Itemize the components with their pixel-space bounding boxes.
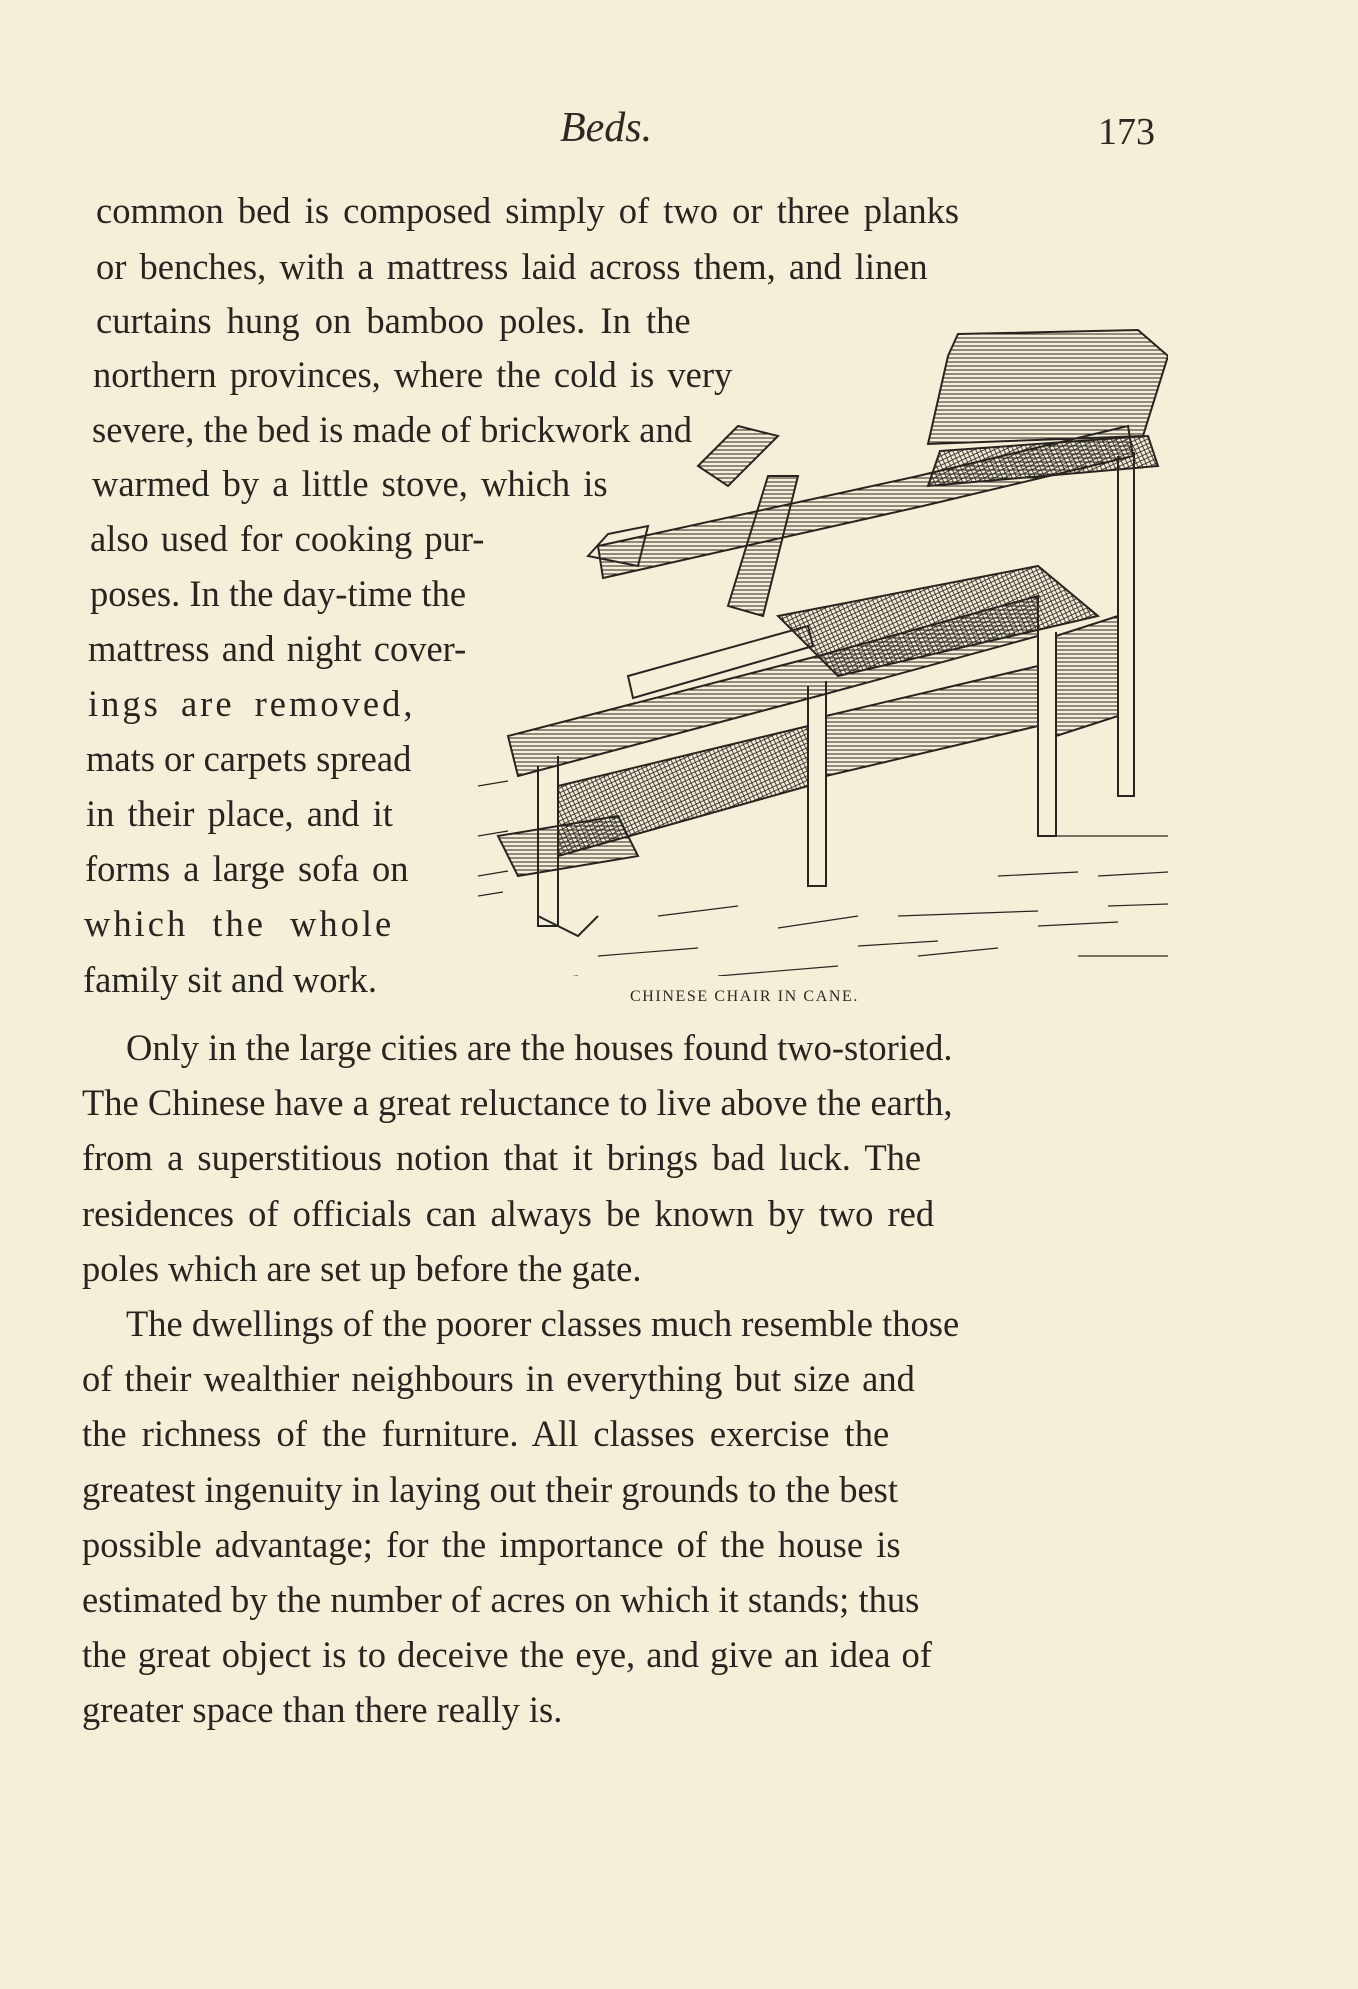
running-title: Beds.	[560, 105, 653, 151]
text-line: severe, the bed is made of brickwork and	[92, 409, 693, 450]
text-line: the richness of the furniture. All classes exercise the	[82, 1413, 890, 1454]
text-line: poses. In the day-time the	[90, 573, 467, 614]
text-line: poles which are set up before the gate.	[82, 1248, 642, 1289]
text-line: warmed by a little stove, which is	[92, 463, 608, 504]
text-line: ings are removed,	[88, 683, 416, 724]
text-line: family sit and work.	[83, 959, 377, 1000]
text-line: also used for cooking pur-	[90, 518, 485, 559]
text-line: The Chinese have a great reluctance to live above the earth,	[82, 1082, 953, 1123]
chair-illustration	[478, 316, 1168, 976]
text-line: greater space than there really is.	[82, 1689, 563, 1730]
text-line: Only in the large cities are the houses found two-storied.	[126, 1027, 953, 1068]
text-line: from a superstitious notion that it brings bad luck. The	[82, 1137, 922, 1178]
text-line: or benches, with a mattress laid across them, and linen	[96, 246, 928, 287]
text-line: in their place, and it	[86, 793, 393, 834]
figure-caption: CHINESE CHAIR IN CANE.	[630, 988, 859, 1005]
text-line: of their wealthier neighbours in everything but size and	[82, 1358, 915, 1399]
text-line: the great object is to deceive the eye, and give an idea of	[82, 1634, 932, 1675]
text-line: estimated by the number of acres on which it stands; thus	[82, 1579, 920, 1620]
text-line: northern provinces, where the cold is very	[93, 354, 733, 395]
text-line: residences of officials can always be known by two red	[82, 1193, 935, 1234]
page-number: 173	[1098, 111, 1155, 153]
text-line: which the whole	[84, 903, 395, 944]
text-line: possible advantage; for the importance of the house is	[82, 1524, 901, 1565]
text-line: common bed is composed simply of two or three planks	[96, 190, 960, 231]
text-line: The dwellings of the poorer classes much resemble those	[126, 1303, 960, 1344]
text-line: curtains hung on bamboo poles. In the	[96, 300, 691, 341]
text-line: mattress and night cover-	[88, 628, 467, 669]
text-line: forms a large sofa on	[85, 848, 409, 889]
text-line: mats or carpets spread	[86, 738, 412, 779]
text-line: greatest ingenuity in laying out their grounds to the best	[82, 1469, 899, 1510]
